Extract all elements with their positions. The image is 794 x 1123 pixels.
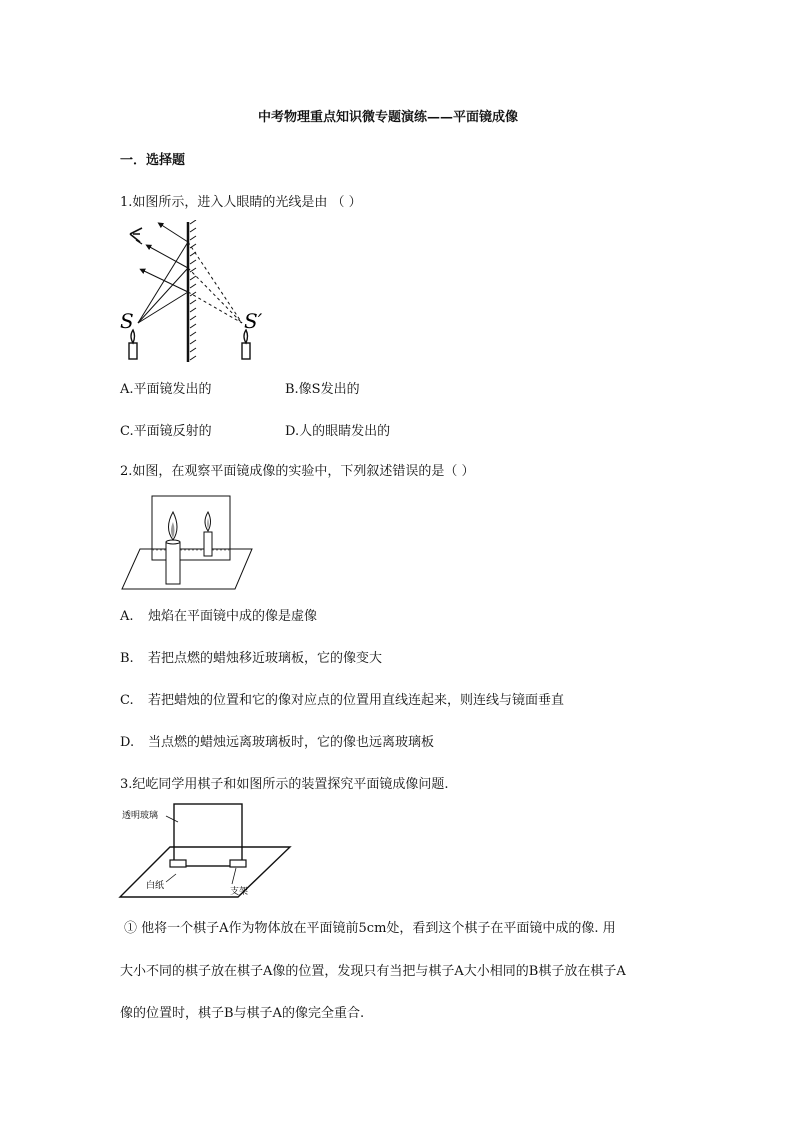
question-1-mirror-figure (118, 220, 268, 365)
candle-icon (129, 330, 137, 359)
question-1-option-d: D.人的眼睛发出的 (285, 424, 391, 439)
question-1-stem: 1.如图所示，进入人眼睛的光线是由 （ ） (120, 195, 362, 210)
question-3-body-line-1: ① 他将一个棋子A作为物体放在平面镜前5cm处，看到这个棋子在平面镜中成的像. 用 (124, 921, 616, 936)
candle-icon (166, 512, 180, 584)
source-label: S (120, 309, 134, 333)
section-heading: 一．选择题 (120, 153, 186, 168)
question-2-stem: 2.如图，在观察平面镜成像的实验中，下列叙述错误的是（ ） (120, 464, 475, 479)
reflected-rays (142, 224, 188, 292)
virtual-rays (188, 242, 242, 323)
question-2-option-b: 若把点燃的蜡烛移近玻璃板，它的像变大 (148, 651, 383, 666)
stand-right (230, 860, 246, 867)
question-2-option-d: 当点燃的蜡烛远离玻璃板时，它的像也远离玻璃板 (148, 735, 435, 750)
question-2-option-c-letter: C. (120, 693, 134, 708)
candle-image-icon (204, 512, 212, 556)
glass-label: 透明玻璃 (122, 811, 159, 821)
question-2-option-d-letter: D. (120, 735, 135, 750)
stand-label: 支架 (230, 887, 249, 897)
question-3-stem: 3.纪屹同学用棋子和如图所示的装置探究平面镜成像问题. (120, 777, 449, 792)
question-2-option-a: 烛焰在平面镜中成的像是虚像 (148, 609, 318, 624)
page-title: 中考物理重点知识微专题演练——平面镜成像 (258, 110, 519, 125)
stand-left (170, 860, 186, 867)
image-label: S′ (244, 309, 263, 333)
plane-mirror (188, 220, 196, 362)
question-1-option-b: B.像S发出的 (285, 382, 360, 397)
question-2-option-c: 若把蜡烛的位置和它的像对应点的位置用直线连起来，则连线与镜面垂直 (148, 693, 565, 708)
question-3-apparatus-figure (118, 802, 298, 902)
question-3-body-line-2: 大小不同的棋子放在棋子A像的位置，发现只有当把与棋子A大小相同的B棋子放在棋子A (120, 964, 626, 979)
eye-icon (130, 228, 142, 244)
candle-image-icon (242, 330, 250, 359)
question-2-candle-figure (120, 494, 255, 594)
paper-label: 白纸 (146, 881, 165, 891)
question-3-body-line-3: 像的位置时，棋子B与棋子A的像完全重合. (120, 1006, 365, 1021)
question-1-option-c: C.平面镜反射的 (120, 424, 212, 439)
question-2-option-a-letter: A. (120, 609, 134, 624)
question-1-option-a: A.平面镜发出的 (120, 382, 212, 397)
question-2-option-b-letter: B. (120, 651, 134, 666)
